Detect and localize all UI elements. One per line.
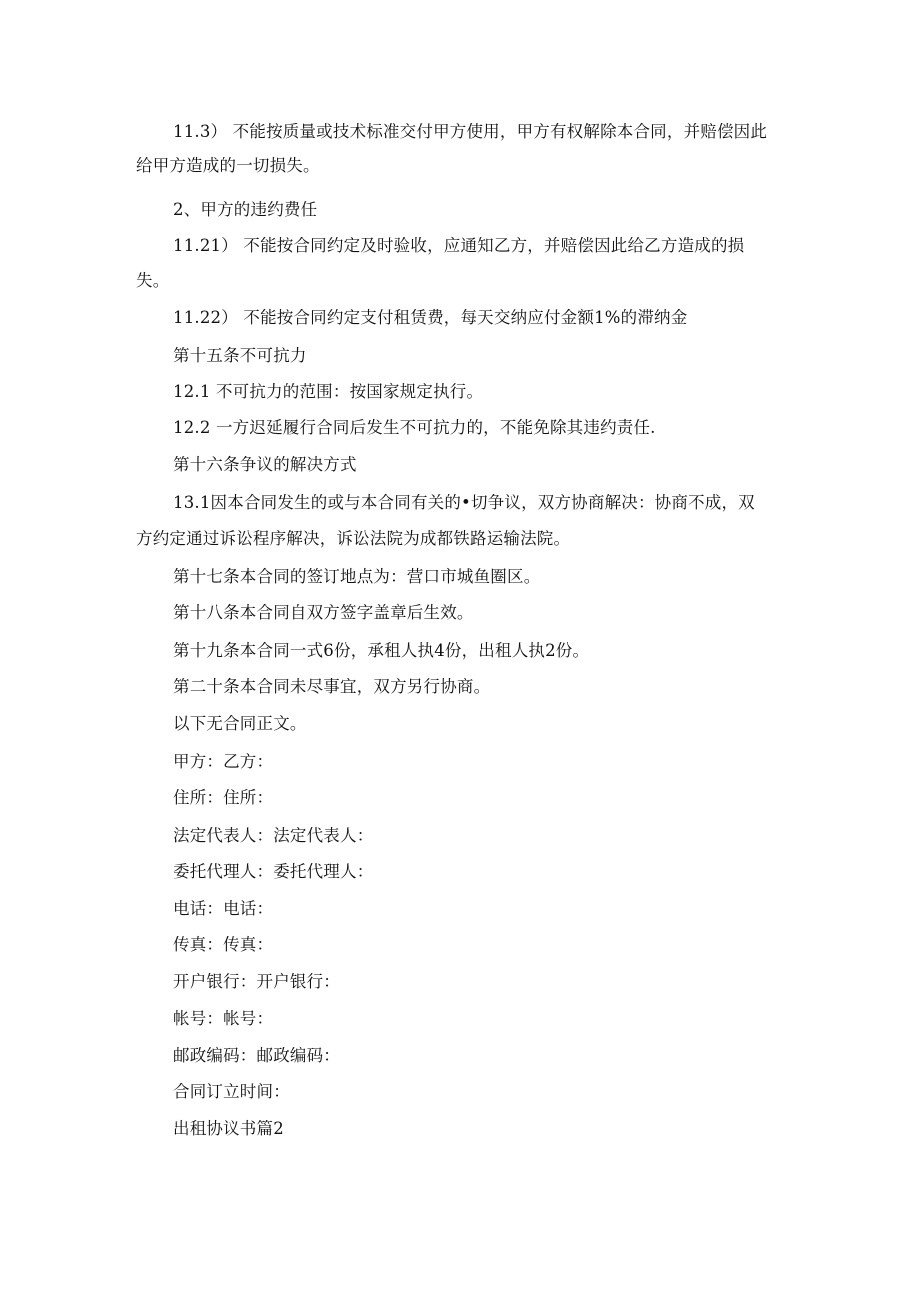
- section-heading: 第十六条争议的解决方式: [173, 455, 357, 474]
- signature-field: 委托代理人：委托代理人：: [173, 862, 374, 881]
- text-line: 方约定通过诉讼程序解决，诉讼法院为成都铁路运输法院。: [136, 529, 571, 548]
- text-line: 给甲方造成的一切损失。: [136, 156, 320, 175]
- signature-field: 法定代表人：法定代表人：: [173, 826, 374, 845]
- text-line: 失。: [136, 271, 170, 290]
- text-line: 2、甲方的违约费任: [173, 200, 318, 219]
- signature-field: 传真：传真：: [173, 935, 274, 954]
- text-line: 11.21） 不能按合同约定及时验收，应通知乙方，并赔偿因此给乙方造成的损: [173, 236, 745, 255]
- text-line: 13.1因本合同发生的或与本合同有关的•切争议，双方协商解决：协商不成，双: [173, 493, 755, 512]
- signature-field: 邮政编码：邮政编码：: [173, 1046, 340, 1065]
- section-heading: 第十五条不可抗力: [173, 346, 307, 365]
- signature-field: 合同订立时间：: [173, 1082, 290, 1101]
- signature-field: 电话：电话：: [173, 899, 274, 918]
- text-line: 11.3） 不能按质量或技术标准交付甲方使用，甲方有权解除本合同，并赔偿因此: [173, 122, 768, 141]
- text-line: 11.22） 不能按合同约定支付租赁费，每天交纳应付金额1%的滞纳金: [173, 308, 688, 327]
- signature-field: 甲方：乙方：: [173, 752, 274, 771]
- text-line: 12.1 不可抗力的范围：按国家规定执行。: [173, 382, 484, 401]
- text-line: 以下无合同正文。: [173, 714, 307, 733]
- document-footer-title: 出租协议书篇2: [173, 1119, 284, 1138]
- text-line: 12.2 一方迟延履行合同后发生不可抗力的，不能免除其违约责任.: [173, 418, 656, 437]
- text-line: 第二十条本合同未尽事宜，双方另行协商。: [173, 677, 491, 696]
- signature-field: 住所：住所：: [173, 788, 274, 807]
- signature-field: 开户银行：开户银行：: [173, 972, 340, 991]
- text-line: 第十九条本合同一式6份，承租人执4份，出租人执2份。: [173, 641, 590, 660]
- text-line: 第十八条本合同自双方签字盖章后生效。: [173, 603, 474, 622]
- signature-field: 帐号：帐号：: [173, 1009, 274, 1028]
- text-line: 第十七条本合同的签订地点为：营口市城鱼圈区。: [173, 567, 541, 586]
